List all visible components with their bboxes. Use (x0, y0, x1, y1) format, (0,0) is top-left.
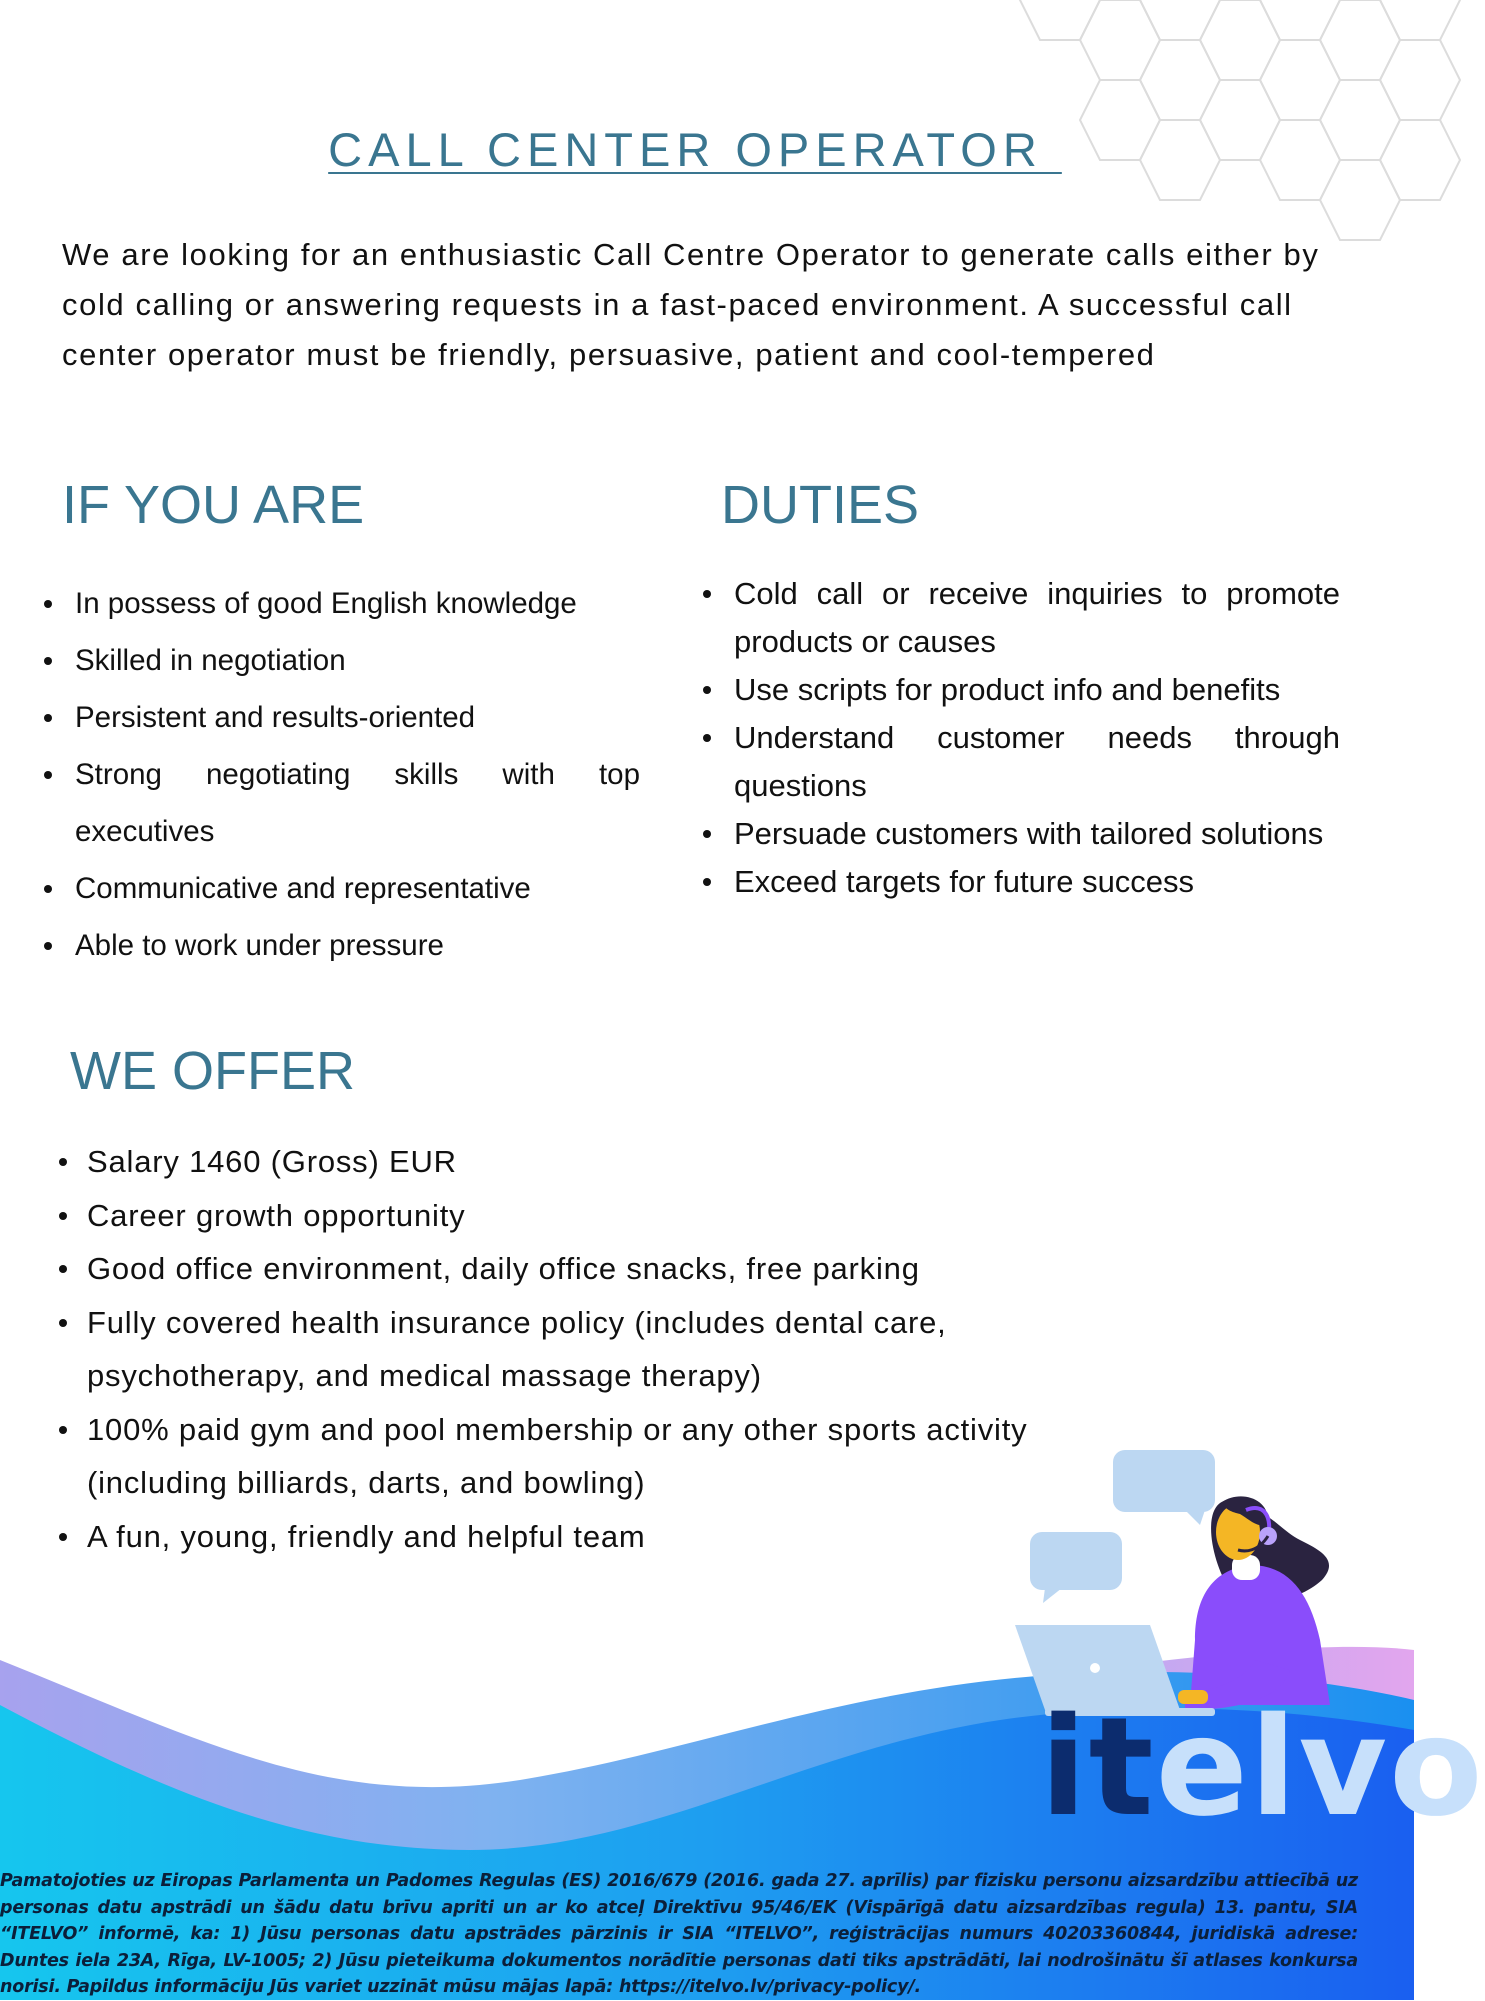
logo-part-2: elvo (1155, 1689, 1485, 1847)
list-item: Skilled in negotiation (75, 632, 640, 689)
logo-part-1: it (1040, 1689, 1156, 1847)
duties-list (734, 570, 1340, 906)
speech-bubble-icon (1113, 1450, 1215, 1525)
list-item: Fully covered health insurance policy (includes dental care, psychotherapy, and medical massage therapy) (87, 1296, 1137, 1403)
list-item: Communicative and representative (75, 860, 640, 917)
list-item: Persuade customers with tailored solutions (734, 810, 1340, 858)
we-offer-heading: WE OFFER (70, 1041, 355, 1101)
if-you-are-heading: IF YOU ARE (62, 475, 365, 535)
list-item: 100% paid gym and pool membership or any other sports activity (including billiards, darts, and bowling) (87, 1403, 1137, 1510)
we-offer-list (87, 1135, 1137, 1563)
intro-paragraph: We are looking for an enthusiastic Call Centre Operator to generate calls either by cold calling or answering requests in a fast-paced environment. A successful call center operator must be friendly, persuasive, patient and cool-tempered (62, 237, 1320, 372)
itelvo-logo (1040, 1689, 1485, 1847)
list-item: Understand customer needs through questions (734, 714, 1340, 810)
list-item: Use scripts for product info and benefits (734, 666, 1340, 714)
list-item: Cold call or receive inquiries to promote products or causes (734, 570, 1340, 666)
speech-bubble-icon (1030, 1532, 1122, 1603)
list-item: Salary 1460 (Gross) EUR (87, 1135, 1137, 1189)
legal-notice: Pamatojoties uz Eiropas Parlamenta un Padomes Regulas (ES) 2016/679 (2016. gada 27. aprīlis) par fizisku personu aizsardzību attiecībā uz personas datu apstrādi un šādu datu brīvu apriti un ar ko atceļ Direktīvu 95/46/EK (Vispārīgā datu aizsardzības regula) 13. pantu, SIA “ITELVO” informē, ka: 1) Jūsu personas datu apstrādes pārzinis ir SIA “ITELVO”, reģistrācijas numurs 40203360844, juridiskā adrese: Duntes iela 23A, Rīga, LV-1005; 2) Jūsu pieteikuma dokumentos norādītie personas dati tiks apstrādāti, lai nodrošinātu šī atlases konkursa norisi. Papildus informāciju Jūs variet uzzināt mūsu mājas lapā: https://itelvo.lv/privacy-policy/. (0, 1871, 1358, 1997)
page-title: CALL CENTER OPERATOR (328, 123, 1062, 176)
list-item: Able to work under pressure (75, 917, 640, 974)
if-you-are-list (75, 575, 640, 974)
duties-heading: DUTIES (721, 475, 920, 535)
list-item: In possess of good English knowledge (75, 575, 640, 632)
list-item: Persistent and results-oriented (75, 689, 640, 746)
call-center-agent-illustration (1000, 1440, 1390, 1720)
list-item: Good office environment, daily office snacks, free parking (87, 1242, 1137, 1296)
list-item: Exceed targets for future success (734, 858, 1340, 906)
list-item: Career growth opportunity (87, 1189, 1137, 1243)
list-item: A fun, young, friendly and helpful team (87, 1510, 1137, 1564)
list-item: Strong negotiating skills with top executives (75, 746, 640, 860)
